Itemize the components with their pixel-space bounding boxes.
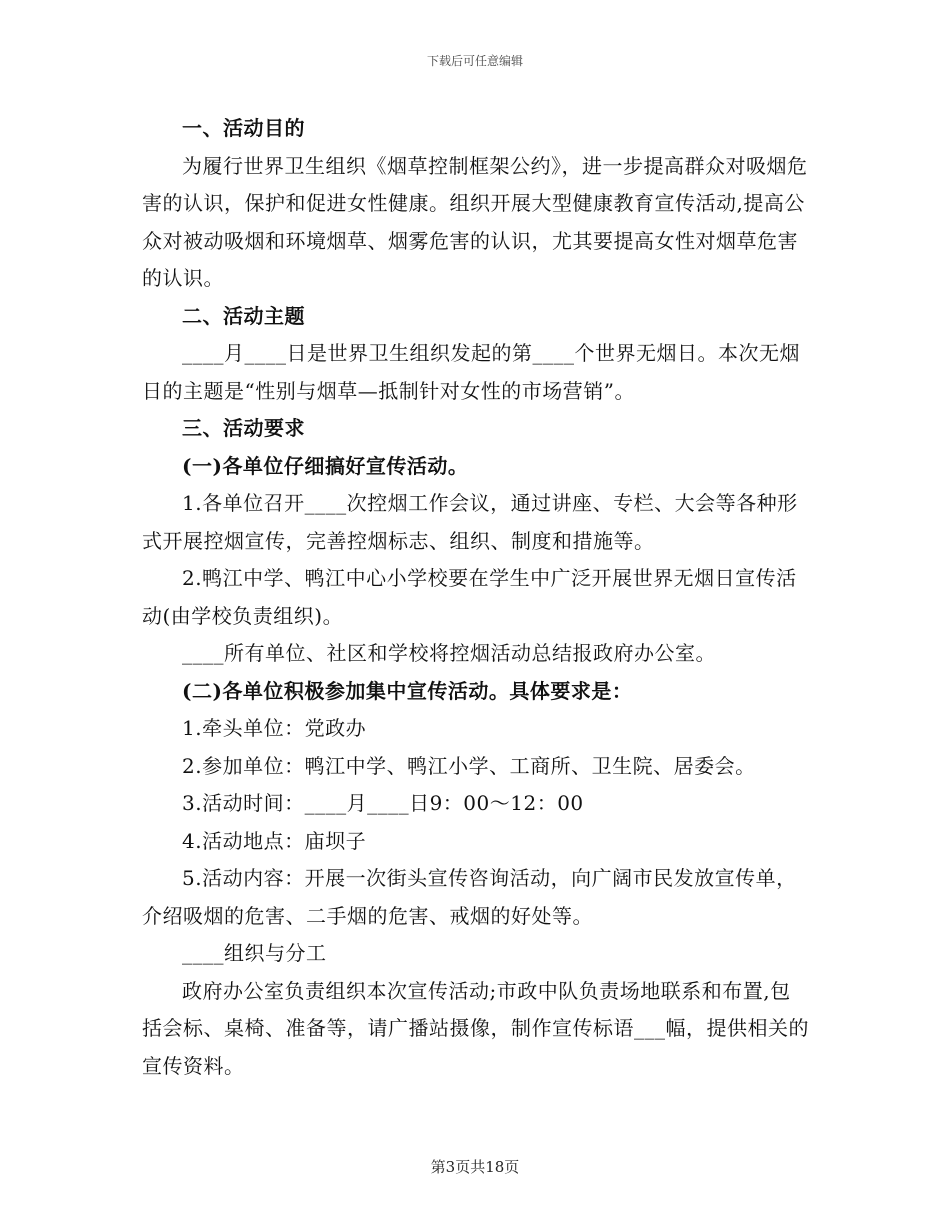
list-item-1: 1.各单位召开____次控烟工作会议，通过讲座、专栏、大会等各种形式开展控烟宣传，完善控烟标志、组织、制度和措施等。 bbox=[142, 491, 798, 553]
list-item-lead: 1.牵头单位：党政办 bbox=[182, 716, 367, 740]
paragraph-division: 政府办公室负责组织本次宣传活动;市政中队负责场地联系和布置,包括会标、桌椅、准备等，请广播站摄像，制作宣传标语___幅，提供相关的宣传资料。 bbox=[142, 978, 809, 1078]
section-heading-purpose: 一、活动目的 bbox=[182, 116, 305, 140]
page-header: 下载后可任意编辑 bbox=[426, 54, 523, 68]
paragraph-summary: ____所有单位、社区和学校将控烟活动总结报政府办公室。 bbox=[182, 641, 716, 665]
section-heading-theme: 二、活动主题 bbox=[182, 303, 305, 328]
paragraph-theme: ____月____日是世界卫生组织发起的第____个世界无烟日。本次无烟日的主题是“性别与烟草—抵制针对女性的市场营销”。 bbox=[142, 341, 800, 403]
page-number: 第3页共18页 bbox=[430, 1158, 520, 1176]
list-item-2: 2.鸭江中学、鸭江中心小学校要在学生中广泛开展世界无烟日宣传活动(由学校负责组织)。 bbox=[142, 566, 797, 628]
section-heading-requirements: 三、活动要求 bbox=[182, 416, 305, 440]
list-item-time: 3.活动时间：____月____日9：00～12：00 bbox=[182, 791, 584, 815]
paragraph-organization: ____组织与分工 bbox=[182, 941, 327, 965]
list-item-location: 4.活动地点：庙坝子 bbox=[182, 828, 367, 853]
subheading-publicity: (一)各单位仔细搞好宣传活动。 bbox=[182, 453, 469, 478]
list-item-participants: 2.参加单位：鸭江中学、鸭江小学、工商所、卫生院、居委会。 bbox=[182, 753, 756, 778]
document-body bbox=[142, 110, 810, 1085]
subheading-centralized: (二)各单位积极参加集中宣传活动。具体要求是： bbox=[182, 678, 633, 703]
paragraph-purpose: 为履行世界卫生组织《烟草控制框架公约》，进一步提高群众对吸烟危害的认识，保护和促进女性健康。组织开展大型健康教育宣传活动,提高公众对被动吸烟和环境烟草、烟雾危害的认识，尤其要提高女性对烟草危害的认识。 bbox=[142, 153, 808, 290]
list-item-content: 5.活动内容：开展一次街头宣传咨询活动，向广阔市民发放宣传单，介绍吸烟的危害、二手烟的危害、戒烟的好处等。 bbox=[142, 866, 797, 928]
